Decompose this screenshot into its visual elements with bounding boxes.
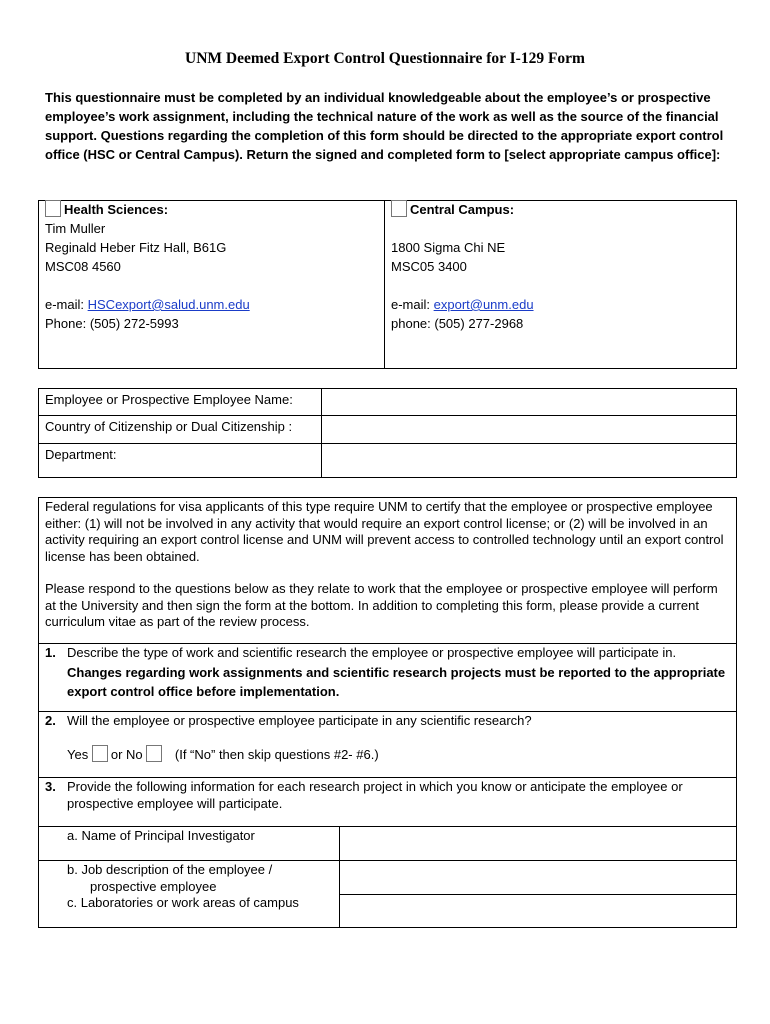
citizenship-field[interactable] [323, 416, 735, 442]
citizenship-label: Country of Citizenship or Dual Citizenship : [45, 419, 293, 434]
q2-answer-row [67, 745, 379, 764]
department-label: Department: [45, 447, 117, 462]
q3c-field[interactable] [341, 895, 736, 927]
office-divider [384, 200, 385, 369]
central-phone: phone: (505) 277-2968 [391, 316, 524, 331]
department-field[interactable] [323, 444, 735, 477]
q2-number: 2. [45, 713, 56, 728]
central-address1: 1800 Sigma Chi NE [391, 240, 506, 255]
regulations-paragraph-1: Federal regulations for visa applicants of this type require UNM to certify that the employee or prospective employee either: (1) will not be involved in any activity that would require an export control license; or (2) will be involved in an activity requiring an export control license and UNM will prevent access to controlled technology until an export control license has been obtained. [45, 499, 724, 564]
q3a-label: a. Name of Principal Investigator [67, 828, 255, 843]
central-office-block [391, 200, 731, 333]
hsc-address1: Reginald Heber Fitz Hall, B61G [45, 240, 227, 255]
q3c-label: c. Laboratories or work areas of campus [67, 895, 299, 910]
q3-subtable-divider [339, 826, 340, 928]
form-title: UNM Deemed Export Control Questionnaire for I-129 Form [185, 50, 585, 67]
central-address2: MSC05 3400 [391, 259, 467, 274]
hsc-checkbox[interactable] [45, 200, 61, 217]
intro-instructions: This questionnaire must be completed by an individual knowledgeable about the employee’s or prospective employee’s work assignment, including the technical nature of the work as well as the source of the financial support. Questions regarding the completion of this form should be directed to the appropriate export control office (HSC or Central Campus). Return the signed and completed form to [select appropriate campus office]: [45, 90, 724, 162]
hsc-office-block [45, 200, 375, 333]
q3a-field[interactable] [341, 827, 736, 859]
employee-name-field[interactable] [323, 389, 735, 414]
employee-name-label: Employee or Prospective Employee Name: [45, 392, 293, 407]
q3-number: 3. [45, 779, 56, 794]
q2-yes-label: Yes [67, 747, 89, 762]
q2-top-line [38, 711, 737, 712]
q3-top-line [38, 777, 737, 778]
central-heading: Central Campus: [410, 202, 515, 217]
central-email-label: e-mail: [391, 297, 434, 312]
q3b-label [67, 862, 307, 895]
hsc-phone: Phone: (505) 272-5993 [45, 316, 179, 331]
q3b-text: b. Job description of the employee / prospective employee [67, 862, 273, 894]
q2-no-label: or No [110, 747, 143, 762]
employee-table-divider [321, 388, 322, 478]
q1-text: Describe the type of work and scientific research the employee or prospective employee will participate in. [67, 645, 677, 660]
hsc-address2: MSC08 4560 [45, 259, 121, 274]
q3b-field[interactable] [341, 861, 736, 893]
central-checkbox[interactable] [391, 200, 407, 217]
regulations-paragraph-2: Please respond to the questions below as they relate to work that the employee or prospective employee will perform at the University and then sign the form at the bottom. In addition to completing this form, please provide a current curriculum vitae as part of the review process. [45, 581, 718, 629]
central-email-link[interactable]: export@unm.edu [433, 297, 534, 312]
q1-top-line [38, 643, 737, 644]
q2-hint: (If “No” then skip questions #2- #6.) [174, 747, 379, 762]
q2-text: Will the employee or prospective employee participate in any scientific research? [67, 713, 532, 728]
q2-yes-checkbox[interactable] [92, 745, 108, 762]
q2-no-checkbox[interactable] [146, 745, 162, 762]
hsc-heading: Health Sciences: [64, 202, 169, 217]
q1-number: 1. [45, 645, 56, 660]
q1-note: Changes regarding work assignments and scientific research projects must be reported to the appropriate export control office before implementation. [67, 665, 726, 699]
hsc-email-label: e-mail: [45, 297, 88, 312]
q3-text: Provide the following information for each research project in which you know or anticipate the employee or prospective employee will participate. [67, 779, 683, 811]
hsc-contact: Tim Muller [45, 221, 106, 236]
hsc-email-link[interactable]: HSCexport@salud.unm.edu [87, 297, 250, 312]
